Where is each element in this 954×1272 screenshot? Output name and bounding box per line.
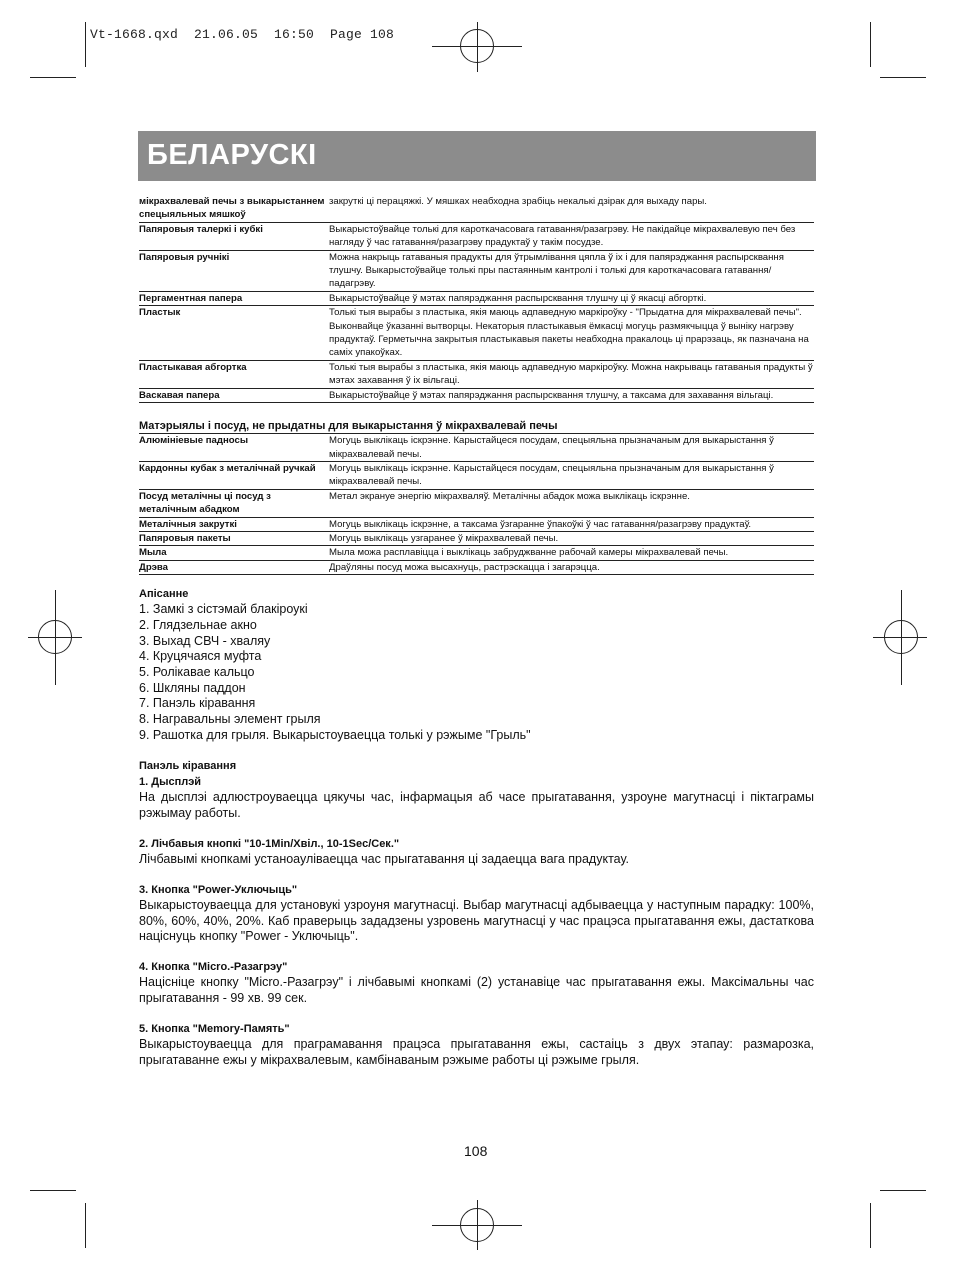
section-text: Выкарыстоуваецца для праграмавання працэса прыгатавання ежы, састаіць з двух этапау: размарозка, прыгатаванне ежы у мікрахвалевым, камбінаваным рэжыме работы ці рэжыме грыля.	[139, 1036, 814, 1067]
material-name: Посуд металічны ці посуд з металічным абадком	[139, 489, 329, 517]
page-content	[139, 195, 814, 1068]
material-name: Папяровыя ручнікі	[139, 250, 329, 291]
crop-mark	[870, 22, 871, 67]
crop-mark	[30, 1190, 76, 1191]
material-description: Толькі тыя вырабы з пластыка, якія маюць адпаведную маркіроўку. Можна накрываць гатаваныя прадукты ў мэтах захавання ў іх вільгаці.	[329, 361, 813, 387]
material-name: Пластык	[139, 306, 329, 361]
table-row	[139, 291, 814, 305]
table-row	[139, 250, 814, 291]
table-row	[139, 388, 814, 402]
control-panel-heading: Панэль кіравання	[139, 760, 237, 773]
material-description: Выкарыстоўвайце ў мэтах папярэджання распырсквання тлушчу ці ў якасці абгорткі.	[329, 291, 814, 305]
table-row	[139, 531, 814, 545]
material-description: Мыла можа расплавіцца і выклікаць забруджванне рабочай камеры мікрахвалевай печы.	[329, 546, 814, 560]
material-description: Можна накрыць гатаваныя прадукты для ўтрымлівання цяпла ў іх і для папярэджання распырсквання тлушчу. Выкарыстоўвайце толькі пры пастаянным кантролі і толькі для кароткачасовага гатавання/падагрэву.	[329, 250, 814, 291]
material-name: Металічныя закруткі	[139, 517, 329, 531]
description-heading: Апісанне	[139, 588, 189, 601]
section-text: Лічбавымі кнопкамі устаноауліваецца час прыгатавання ці задаецца вага прадуктау.	[139, 852, 629, 867]
material-description: Выкарыстоўвайце толькі для кароткачасовага гатавання/разагрэву. Не пакідайце мікрахвалевую печ без нагляду ў час гатавання/разагрэву прадуктаў у такім посудзе.	[329, 222, 814, 250]
table-row	[139, 560, 814, 574]
page-number: 108	[464, 1143, 488, 1159]
crop-mark	[30, 77, 76, 78]
list-item: 4. Круцячаяся муфта	[139, 649, 262, 664]
material-description: Могуць выклікаць узгаранее ў мікрахвалевай печы.	[329, 531, 814, 545]
section-text: Націсніце кнопку "Micro.-Разагрэу" і лічбавымі кнопкамі (2) устанавіце час прыгатавання ежы. Максімальны час прыгатавання - 99 хв. 99 сек.	[139, 975, 814, 1006]
section-text: Выкарыстоуваецца для установукі узроуня магутнасці. Выбар магутнасці адбываецца у наступным парадку: 100%, 80%, 60%, 40%, 20%. Каб праверыць зададзены узровень магутнасці у час працэса прыгатавання ежы, дастаткова націснуць кнопку "Power - Уключыць".	[139, 897, 814, 944]
material-description: Могуць выклікаць іскрэнне, а таксама ўзгаранне ўпакоўкі ў час гатавання/разагрэву прадуктаў.	[329, 517, 814, 531]
suitable-materials-table	[139, 195, 814, 403]
table-row	[139, 546, 814, 560]
crop-mark	[85, 1203, 86, 1248]
table-row	[139, 306, 814, 361]
material-name: Папяровыя пакеты	[139, 531, 329, 545]
material-name: Васкавая папера	[139, 388, 329, 402]
page-title: БЕЛАРУСКІ	[147, 139, 317, 171]
material-description: закруткі ці перацяжкі. У мяшках неабходна зрабіць некалькі дзірак для выхаду пары.	[329, 195, 814, 222]
table-row	[139, 517, 814, 531]
list-item: 2. Глядзельнае акно	[139, 617, 257, 632]
table-row	[139, 360, 814, 388]
material-name: Алюмініевые падносы	[139, 434, 329, 461]
material-name: Папяровыя талеркі і кубкі	[139, 222, 329, 250]
material-description: Толькі тыя вырабы з пластыка, якія маюць адпаведную маркіроўку - "Прыдатна для мікрахвалевай печы". Выконвайце ўказанні вытворцы. Некаторыя пластыкавыя ёмкасці могуць размякчыцца ў выніку нагрэву прадуктаў. Герметычна закрытыя пластыкавыя пакеты неабходна пракалоць ці прарэзаць, як пазначана на саміх упакоўках.	[329, 306, 814, 361]
section-text: На дысплэі адлюстроуваецца цякучы час, інфармацыя аб часе прыгатавання, узроуне магутнасці і піктаграмы рэжымау работы.	[139, 790, 814, 821]
material-name: Пергаментная папера	[139, 291, 329, 305]
unsuitable-materials-table	[139, 434, 814, 575]
material-name: мікрахвалевай печы з выкарыстаннем спецыяльных мяшкоў	[139, 195, 329, 222]
table-row	[139, 461, 814, 489]
list-item: 8. Награвальны элемент грыля	[139, 712, 321, 727]
list-item: 7. Панэль кіравання	[139, 696, 256, 711]
crop-mark	[880, 77, 926, 78]
crop-mark	[880, 1190, 926, 1191]
material-description: Могуць выклікаць іскрэнне. Карыстайцеся посудам, спецыяльна прызначаным для выкарыстання ў мікрахвалевай печы.	[329, 434, 814, 461]
parts-list	[139, 602, 814, 743]
list-item: 3. Выхад СВЧ - хваляу	[139, 633, 271, 648]
material-description: Выкарыстоўвайце ў мэтах папярэджання распырсквання тлушчу, а таксама для захавання вільгаці.	[329, 388, 814, 402]
list-item: 1. Замкі з сістэмай блакіроукі	[139, 602, 308, 617]
list-item: 5. Ролікавае кальцо	[139, 664, 255, 679]
section-heading: 1. Дысплэй	[139, 776, 202, 789]
material-name: Мыла	[139, 546, 329, 560]
material-description: Метал экрануе энергію мікрахваляў. Металічны абадок можа выклікаць іскрэнне.	[329, 489, 814, 517]
section-heading: 5. Кнопка "Memory-Память"	[139, 1022, 290, 1035]
table-row	[139, 434, 814, 461]
material-description: Могуць выклікаць іскрэнне. Карыстайцеся посудам, спецыяльна прызначаным для выкарыстання ў мікрахвалевай печы.	[329, 461, 814, 489]
material-description: Драўляны посуд можа высахнуць, растрэскацца і загарэцца.	[329, 560, 814, 574]
table-row	[139, 489, 814, 517]
crop-mark	[85, 22, 86, 67]
section-heading: 2. Лічбавыя кнопкі "10-1Min/Хвіл., 10-1Sec/Сек."	[139, 838, 400, 851]
print-slug: Vt-1668.qxd 21.06.05 16:50 Page 108	[90, 27, 395, 42]
section-banner	[138, 131, 816, 181]
crop-mark	[870, 1203, 871, 1248]
material-name: Дрэва	[139, 560, 329, 574]
table-row	[139, 222, 814, 250]
section-heading: 3. Кнопка "Power-Уключыць"	[139, 883, 298, 896]
section-heading: 4. Кнопка "Micro.-Разагрэу"	[139, 961, 288, 974]
list-item: 9. Рашотка для грыля. Выкарыстоуваецца толькі у рэжыме "Грыль"	[139, 727, 531, 742]
list-item: 6. Шкляны паддон	[139, 680, 246, 695]
material-name: Пластыкавая абгортка	[139, 360, 329, 388]
unsuitable-heading: Матэрыялы і посуд, не прыдатны для выкарыстання ў мікрахвалевай печы	[139, 419, 814, 434]
material-name: Кардонны кубак з металічнай ручкай	[139, 461, 329, 489]
table-row	[139, 195, 814, 222]
